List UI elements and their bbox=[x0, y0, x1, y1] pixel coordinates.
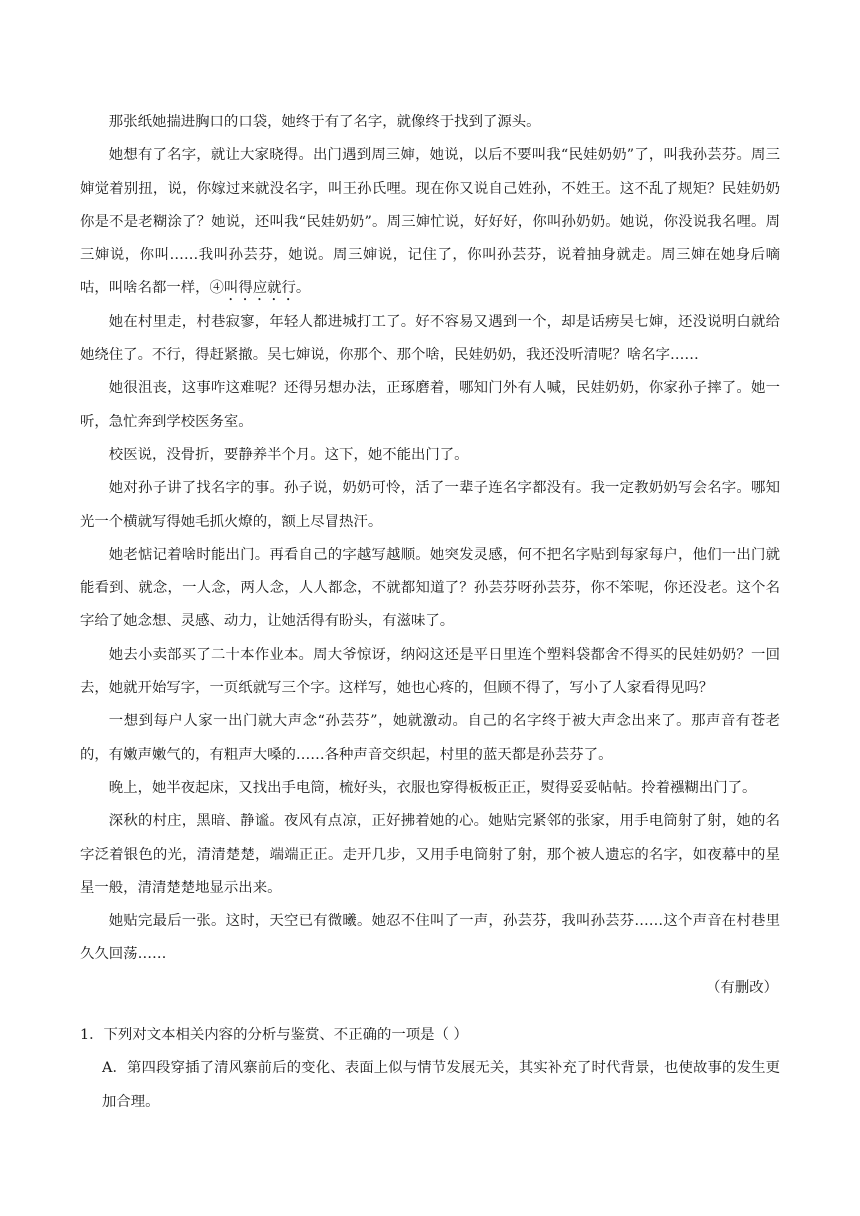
emphasized-phrase: 叫得应就行。 bbox=[223, 280, 311, 297]
paragraph: 那张纸她揣进胸口的口袋，她终于有了名字，就像终于找到了源头。 bbox=[108, 114, 541, 130]
paragraph: 晚上，她半夜起床，又找出手电筒，梳好头，衣服也穿得板板正正，熨得妥妥帖帖。拎着襁糊出门了。 bbox=[108, 779, 757, 796]
paragraph: 她去小卖部买了二十本作业本。周大爷惊讶，纳闷这还是平日里连个塑料袋都舍不得买的民娃奶奶？一回去，她就开始写字，一页纸就写三个字。这样写，她也心疼的，但顾不得了，写小了人家看得见吗？ bbox=[80, 646, 780, 697]
paragraph: 她很沮丧，这事咋这难呢？还得另想办法，正琢磨着，哪知门外有人喊，民娃奶奶，你家孙子摔了。她一听，急忙奔到学校医务室。 bbox=[80, 380, 780, 430]
paragraph bbox=[80, 139, 780, 305]
paragraph-text: 她想有了名字，就让大家晓得。出门遇到周三婶，她说，以后不要叫我“民娃奶奶”了，叫我孙芸芬。周三婶觉着别扭，说，你嫁过来就没名字，叫王孙氏哩。现在你又说自己姓孙，不姓王。这不乱了规矩？民娃奶奶你是不是老糊涂了？她说，还叫我“民娃奶奶”。周三婶忙说，好好好，你叫孙奶奶。她说，你没说我名哩。周三婶说，你叫……我叫孙芸芬，她说。周三婶说，记住了，你叫孙芸芬，说着抽身就走。周三婶在她身后嘀咕，叫啥名都一样，④ bbox=[80, 147, 780, 297]
paragraph: 她老惦记着啥时能出门。再看自己的字越写越顺。她突发灵感，何不把名字贴到每家每户，他们一出门就能看到、就念，一人念，两人念，人人都念，不就都知道了？孙芸芬呀孙芸芬，你不笨呢，你还没老。这个名字给了她念想、灵感、动力，让她活得有盼头，有滋味了。 bbox=[80, 546, 780, 630]
paragraph: 校医说，没骨折，要静养半个月。这下，她不能出门了。 bbox=[108, 446, 469, 463]
paragraph: 深秋的村庄，黑暗、静谧。夜风有点凉，正好拂着她的心。她贴完紧邻的张家，用手电筒射了射，她的名字泛着银色的光，清清楚楚，端端正正。走开几步，又用手电筒射了射，那个被人遗忘的名字，如夜幕中的星星一般，清清楚楚地显示出来。 bbox=[80, 813, 780, 896]
paragraph: 她对孙子讲了找名字的事。孙子说，奶奶可怜，活了一辈子连名字都没有。我一定教奶奶写会名字。哪知光一个横就写得她毛抓火燎的，额上尽冒热汗。 bbox=[80, 480, 780, 530]
paragraph: 一想到每户人家一出门就大声念“孙芸芬”，她就激动。自己的名字终于被大声念出来了。那声音有苍老的，有嫩声嫩气的，有粗声大嗓的……各种声音交织起，村里的蓝天都是孙芸芬了。 bbox=[80, 713, 780, 763]
paragraph: 她在村里走，村巷寂寥，年轻人都进城打工了。好不容易又遇到一个，却是话痨吴七婶，还没说明白就给她绕住了。不行，得赶紧撤。吴七婶说，你那个、那个啥，民娃奶奶，我还没听清呢？啥名字…… bbox=[80, 313, 780, 364]
question-stem: 1．下列对文本相关内容的分析与鉴赏、不正确的一项是（ ） bbox=[80, 1027, 468, 1043]
source-note: （有删改） bbox=[706, 979, 778, 996]
paragraph: 她贴完最后一张。这时，天空已有微曦。她忍不住叫了一声，孙芸芬，我叫孙芸芬……这个声音在村巷里久久回荡…… bbox=[80, 913, 780, 963]
story-passage bbox=[80, 106, 780, 1005]
question-1 bbox=[80, 1019, 780, 1119]
option-a[interactable]: A．第四段穿插了清风寨前后的变化、表面上似与情节发展无关，其实补充了时代背景，也使故事的发生更加合理。 bbox=[102, 1060, 780, 1110]
